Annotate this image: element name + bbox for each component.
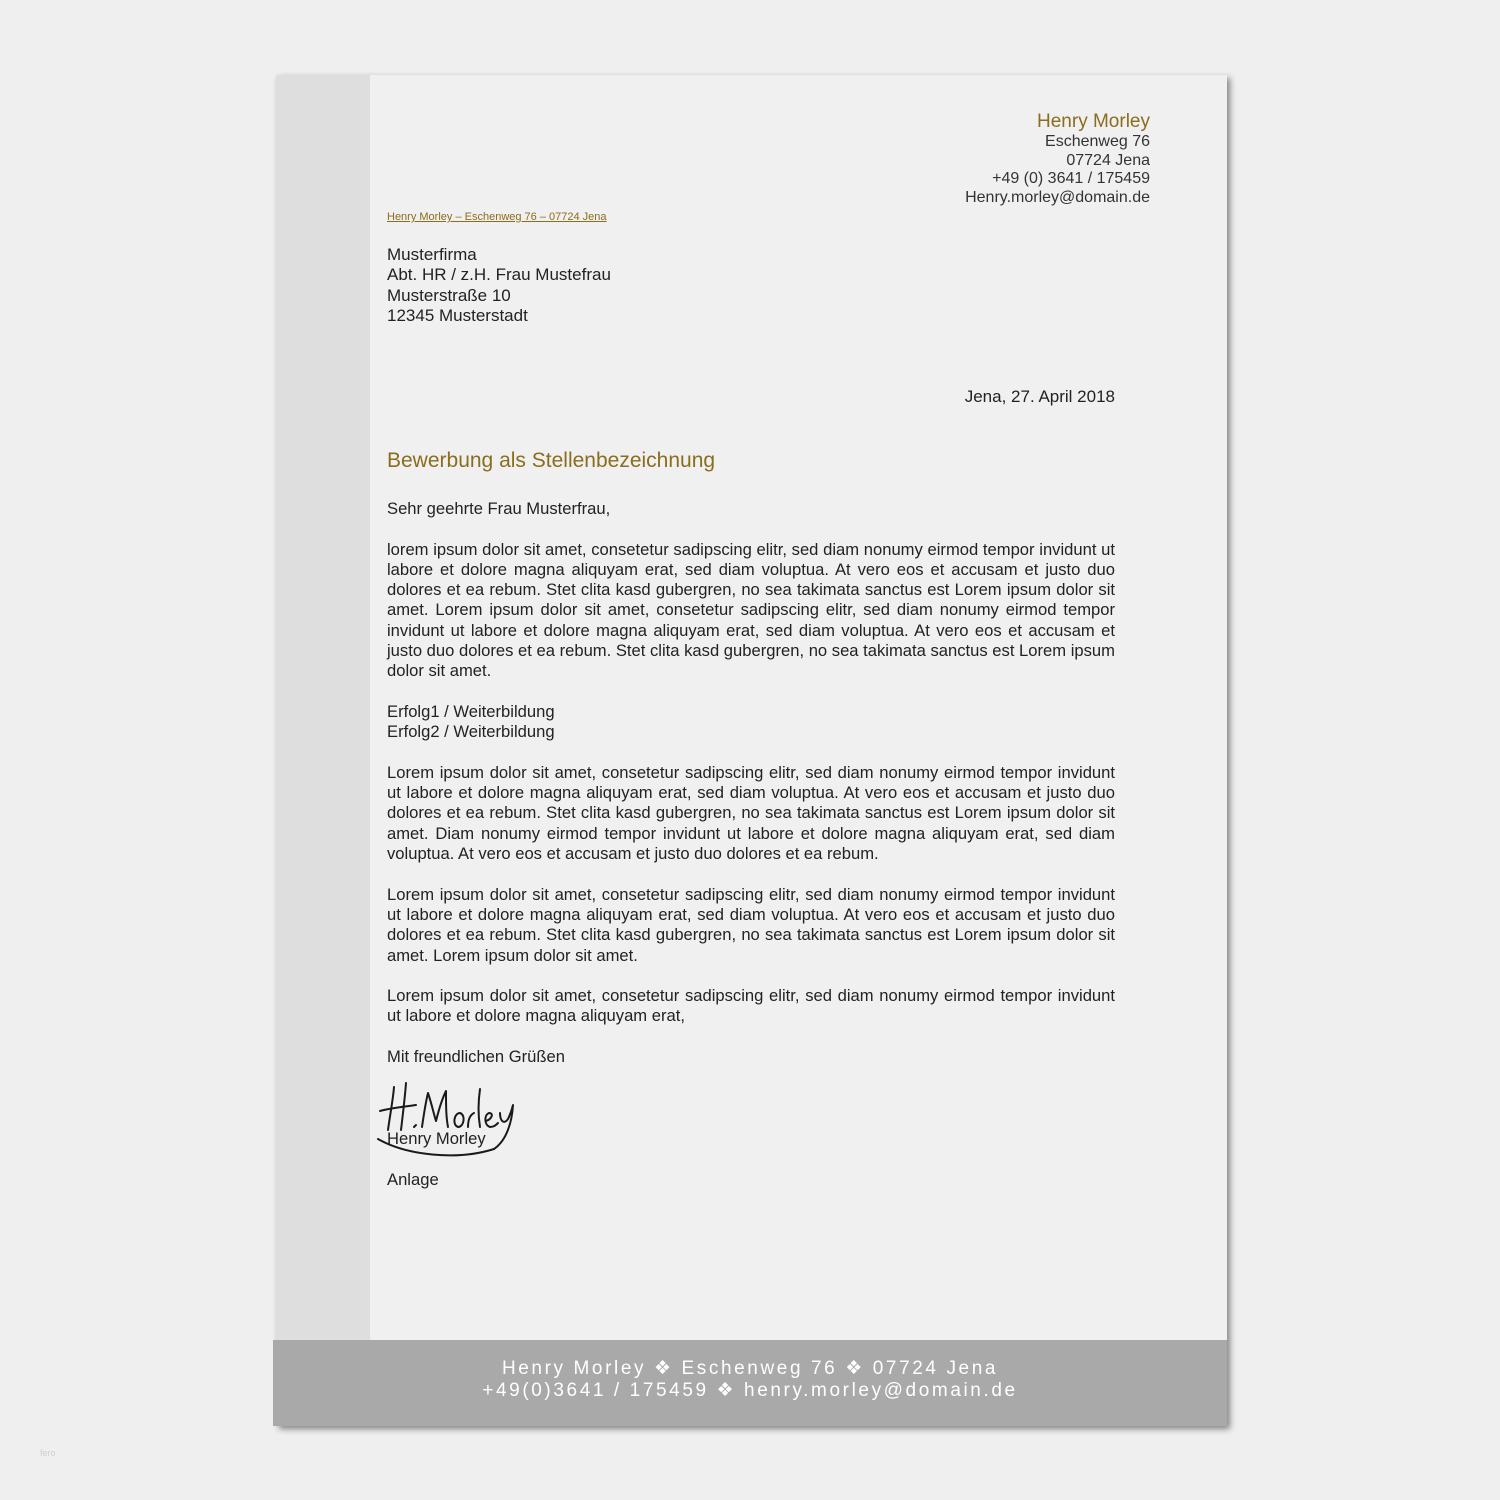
return-address-line: Henry Morley – Eschenweg 76 – 07724 Jena <box>387 211 607 223</box>
side-stripe <box>276 75 370 1340</box>
recipient-block <box>387 245 611 326</box>
achievement-item: Erfolg1 / Weiterbildung <box>387 701 555 721</box>
body-paragraph-1: lorem ipsum dolor sit amet, consetetur sadipscing elitr, sed diam nonumy eirmod tempor invidunt ut labore et dolore magna aliquyam erat, sed diam voluptua. At vero eos et accusam et justo duo dolores et ea rebum. Stet clita kasd gubergren, no sea takimata sanctus est Lorem ipsum dolor sit amet. Lorem ipsum dolor sit amet, consetetur sadipscing elitr, sed diam nonumy eirmod tempor invidunt ut labore et dolore magna aliquyam erat, sed diam voluptua. At vero eos et accusam et justo duo dolores et ea rebum. Stet clita kasd gubergren, no sea takimata sanctus est Lorem ipsum dolor sit amet. <box>387 539 1115 681</box>
enclosure-note: Anlage <box>387 1170 439 1189</box>
sender-street: Eschenweg 76 <box>1045 133 1150 150</box>
closing: Mit freundlichen Grüßen <box>387 1047 566 1067</box>
body-paragraph-3: Lorem ipsum dolor sit amet, consetetur sadipscing elitr, sed diam nonumy eirmod tempor invidunt ut labore et dolore magna aliquyam erat, sed diam voluptua. At vero eos et accusam et justo duo dolores et ea rebum. Stet clita kasd gubergren, no sea takimata sanctus est Lorem ipsum dolor sit amet. Lorem ipsum dolor sit amet. <box>387 884 1115 965</box>
watermark: fero <box>40 1448 56 1458</box>
footer-line-address: Henry Morley ❖ Eschenweg 76 ❖ 07724 Jena <box>501 1358 999 1379</box>
body-paragraph-4: Lorem ipsum dolor sit amet, consetetur sadipscing elitr, sed diam nonumy eirmod tempor invidunt ut labore et dolore magna aliquyam erat, <box>387 986 1115 1026</box>
recipient-department: Abt. HR / z.H. Frau Mustefrau <box>387 265 611 285</box>
sender-email: Henry.morley@domain.de <box>965 188 1150 206</box>
letter-subject: Bewerbung als Stellenbezeichnung <box>387 449 716 472</box>
signed-name: Henry Morley <box>387 1129 486 1148</box>
achievements-list <box>387 702 1115 743</box>
handwritten-signature <box>376 1075 526 1165</box>
letter-body <box>387 499 1115 1088</box>
sender-name: Henry Morley <box>1037 111 1150 132</box>
recipient-company: Musterfirma <box>387 245 477 264</box>
body-paragraph-2: Lorem ipsum dolor sit amet, consetetur sadipscing elitr, sed diam nonumy eirmod tempor invidunt ut labore et dolore magna aliquyam erat, sed diam voluptua. At vero eos et accusam et justo duo dolores et ea rebum. Stet clita kasd gubergren, no sea takimata sanctus est Lorem ipsum dolor sit amet. Diam nonumy eirmod tempor invidunt ut labore et dolore magna aliquyam erat, sed diam voluptua. At vero eos et accusam et justo duo dolores et ea rebum. <box>387 762 1115 864</box>
recipient-city: 12345 Musterstadt <box>387 305 528 325</box>
sender-block <box>965 111 1150 207</box>
letter-date: Jena, 27. April 2018 <box>964 387 1115 406</box>
achievement-item: Erfolg2 / Weiterbildung <box>387 722 555 742</box>
footer-line-contact: +49(0)3641 / 175459 ❖ henry.morley@domain.de <box>482 1380 1018 1401</box>
sender-city: 07724 Jena <box>1066 151 1150 169</box>
footer-band <box>273 1340 1227 1426</box>
recipient-street: Musterstraße 10 <box>387 285 511 305</box>
salutation: Sehr geehrte Frau Musterfrau, <box>387 499 611 518</box>
sender-phone: +49 (0) 3641 / 175459 <box>992 170 1150 187</box>
letter-page <box>276 75 1227 1426</box>
